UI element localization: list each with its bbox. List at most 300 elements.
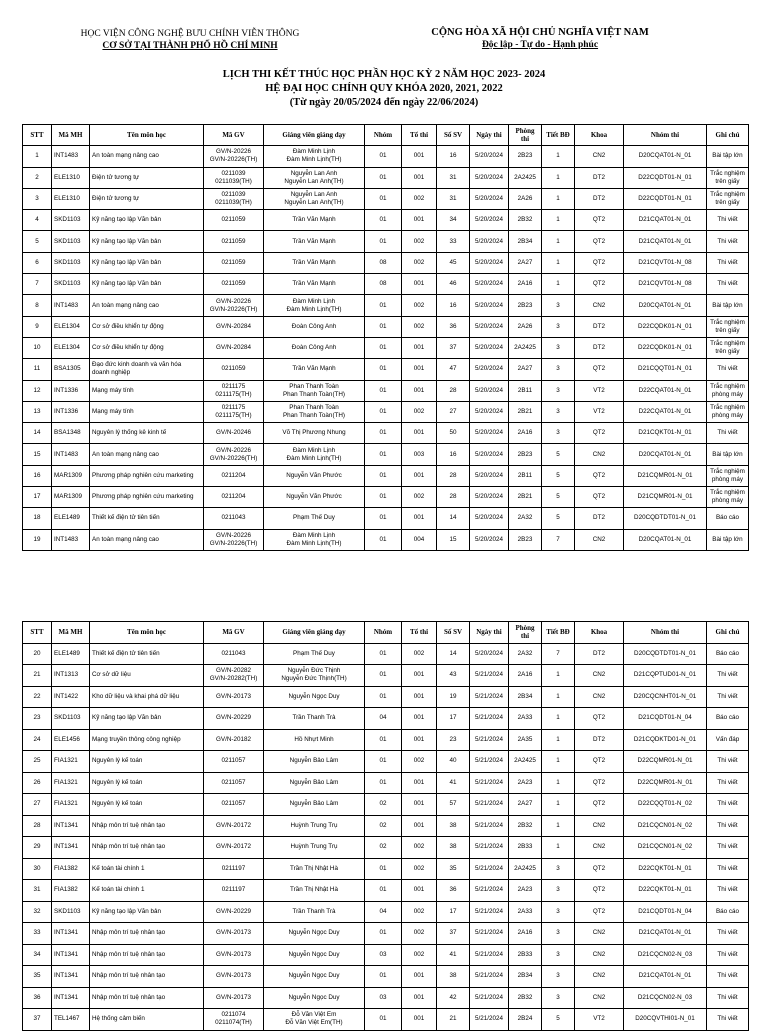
cell-lecturer-name: Đàm Minh Lịnh Đàm Minh Lịnh(TH) (264, 529, 365, 550)
cell-exam-room: 2B11 (509, 465, 542, 486)
cell-start-period: 7 (542, 529, 575, 550)
table-row (23, 643, 749, 665)
cell-student-count: 37 (437, 337, 470, 358)
column-header-note: Ghi chú (707, 622, 749, 644)
cell-lecturer-name: Phạm Thế Duy (264, 643, 365, 665)
cell-start-period: 1 (542, 210, 575, 231)
cell-start-period: 7 (542, 643, 575, 665)
cell-exam-date: 5/21/2024 (470, 708, 509, 730)
cell-group: 01 (365, 772, 402, 794)
cell-exam-team: 002 (402, 316, 437, 337)
cell-faculty: CN2 (575, 146, 624, 167)
cell-student-count: 36 (437, 880, 470, 902)
cell-student-count: 46 (437, 274, 470, 295)
cell-start-period: 3 (542, 295, 575, 316)
cell-course-name: Cơ sở điều khiển tự động (90, 316, 204, 337)
cell-student-count: 31 (437, 188, 470, 209)
cell-course-name: Nhập môn trí tuệ nhân tạo (90, 815, 204, 837)
cell-lecturer-name: Nguyễn Lan Anh Nguyễn Lan Anh(TH) (264, 167, 365, 188)
cell-group: 01 (365, 210, 402, 231)
cell-start-period: 3 (542, 923, 575, 945)
cell-note: Trắc nghiệm trên giấy (707, 188, 749, 209)
cell-exam-group: D21CQCN02-N_03 (624, 944, 707, 966)
cell-exam-date: 5/21/2024 (470, 729, 509, 751)
cell-lecturer-id: 0211197 (204, 858, 264, 880)
cell-exam-group: D21CQAT01-N_01 (624, 231, 707, 252)
column-header-exam-room: Phòng thi (509, 622, 542, 644)
cell-student-count: 16 (437, 295, 470, 316)
cell-lecturer-id: GV/N-20284 (204, 337, 264, 358)
cell-faculty: QT2 (575, 751, 624, 773)
cell-exam-group: D22CQMR01-N_01 (624, 772, 707, 794)
cell-faculty: QT2 (575, 794, 624, 816)
column-header-group: Nhóm (365, 622, 402, 644)
cell-lecturer-id: 0211059 (204, 274, 264, 295)
cell-start-period: 5 (542, 508, 575, 529)
cell-stt: 3 (23, 188, 52, 209)
table-row (23, 944, 749, 966)
cell-exam-room: 2A32 (509, 508, 542, 529)
table-row (23, 966, 749, 988)
cell-note: Thi viết (707, 686, 749, 708)
cell-student-count: 41 (437, 944, 470, 966)
cell-course-code: INT1313 (52, 665, 90, 687)
cell-student-count: 14 (437, 643, 470, 665)
cell-course-code: INT1422 (52, 686, 90, 708)
cell-exam-team: 001 (402, 772, 437, 794)
cell-course-code: ELE1489 (52, 508, 90, 529)
cell-lecturer-name: Phan Thanh Toàn Phan Thanh Toàn(TH) (264, 401, 365, 422)
cell-exam-date: 5/20/2024 (470, 316, 509, 337)
cell-exam-group: D21CQQT01-N_01 (624, 359, 707, 380)
cell-student-count: 16 (437, 444, 470, 465)
cell-exam-date: 5/21/2024 (470, 751, 509, 773)
cell-lecturer-name: Nguyễn Bảo Lâm (264, 751, 365, 773)
cell-start-period: 3 (542, 423, 575, 444)
table-header-row (23, 125, 749, 146)
cell-exam-room: 2A32 (509, 643, 542, 665)
cell-start-period: 1 (542, 794, 575, 816)
cell-exam-team: 001 (402, 665, 437, 687)
cell-student-count: 14 (437, 508, 470, 529)
cell-stt: 30 (23, 858, 52, 880)
cell-course-name: Nhập môn trí tuệ nhân tạo (90, 966, 204, 988)
cell-exam-room: 2B23 (509, 295, 542, 316)
cell-lecturer-id: 0211057 (204, 751, 264, 773)
cell-course-name: Kho dữ liệu và khai phá dữ liệu (90, 686, 204, 708)
cell-student-count: 35 (437, 858, 470, 880)
cell-course-name: Đạo đức kinh doanh và văn hóa doanh nghiệp (90, 359, 204, 380)
cell-exam-group: D21CQVT01-N_08 (624, 252, 707, 273)
cell-start-period: 1 (542, 274, 575, 295)
cell-group: 01 (365, 465, 402, 486)
cell-note: Báo cáo (707, 508, 749, 529)
cell-course-name: Nguyên lý kế toán (90, 772, 204, 794)
cell-faculty: DT2 (575, 729, 624, 751)
cell-lecturer-id: 0211204 (204, 465, 264, 486)
cell-lecturer-id: GV/N-20172 (204, 815, 264, 837)
column-header-faculty: Khoa (575, 125, 624, 146)
cell-exam-team: 002 (402, 401, 437, 422)
cell-lecturer-id: GV/N-20229 (204, 708, 264, 730)
cell-lecturer-name: Trần Văn Mạnh (264, 210, 365, 231)
column-header-exam-group: Nhóm thi (624, 622, 707, 644)
cell-start-period: 3 (542, 880, 575, 902)
cell-exam-room: 2B34 (509, 686, 542, 708)
cell-start-period: 3 (542, 966, 575, 988)
cell-lecturer-id: GV/N-20284 (204, 316, 264, 337)
cell-exam-room: 2A16 (509, 665, 542, 687)
cell-lecturer-name: Đàm Minh Lịnh Đàm Minh Lịnh(TH) (264, 146, 365, 167)
cell-exam-team: 003 (402, 444, 437, 465)
cell-student-count: 31 (437, 167, 470, 188)
cell-exam-team: 001 (402, 337, 437, 358)
cell-lecturer-name: Nguyễn Đức Thịnh Nguyễn Đức Thịnh(TH) (264, 665, 365, 687)
cell-exam-team: 002 (402, 295, 437, 316)
cell-group: 01 (365, 295, 402, 316)
cell-exam-date: 5/20/2024 (470, 529, 509, 550)
cell-exam-room: 2A2425 (509, 751, 542, 773)
table-row (23, 210, 749, 231)
cell-exam-date: 5/21/2024 (470, 966, 509, 988)
cell-exam-date: 5/21/2024 (470, 944, 509, 966)
cell-start-period: 1 (542, 231, 575, 252)
cell-exam-team: 001 (402, 167, 437, 188)
cell-lecturer-name: Trần Thị Nhật Hà (264, 880, 365, 902)
cell-student-count: 28 (437, 380, 470, 401)
cell-exam-team: 001 (402, 274, 437, 295)
cell-exam-room: 2A2425 (509, 858, 542, 880)
table-row (23, 665, 749, 687)
cell-course-name: Nhập môn trí tuệ nhân tạo (90, 837, 204, 859)
cell-lecturer-id: 0211057 (204, 794, 264, 816)
campus-name: CƠ SỞ TẠI THÀNH PHỐ HỒ CHÍ MINH (102, 41, 278, 51)
cell-course-code: TEL1467 (52, 1009, 90, 1031)
cell-start-period: 1 (542, 815, 575, 837)
cell-exam-date: 5/20/2024 (470, 146, 509, 167)
cell-student-count: 50 (437, 423, 470, 444)
cell-note: Trắc nghiệm phòng máy (707, 401, 749, 422)
cell-stt: 32 (23, 901, 52, 923)
cell-lecturer-id: GV/N-20173 (204, 944, 264, 966)
cell-stt: 13 (23, 401, 52, 422)
cell-stt: 21 (23, 665, 52, 687)
cell-exam-team: 004 (402, 529, 437, 550)
cell-lecturer-id: 0211057 (204, 772, 264, 794)
column-header-start-period: Tiết BĐ (542, 622, 575, 644)
column-header-exam-team: Tổ thi (402, 125, 437, 146)
cell-course-code: INT1483 (52, 295, 90, 316)
cell-note: Thi viết (707, 794, 749, 816)
cell-exam-team: 002 (402, 901, 437, 923)
cell-course-name: Mạng máy tính (90, 401, 204, 422)
cell-start-period: 3 (542, 858, 575, 880)
cell-start-period: 1 (542, 751, 575, 773)
cell-note: Thi viết (707, 944, 749, 966)
cell-note: Thi viết (707, 837, 749, 859)
cell-exam-group: D20CQAT01-N_01 (624, 444, 707, 465)
cell-exam-team: 002 (402, 252, 437, 273)
cell-start-period: 3 (542, 380, 575, 401)
table-row (23, 231, 749, 252)
cell-faculty: QT2 (575, 231, 624, 252)
cell-exam-date: 5/20/2024 (470, 465, 509, 486)
column-header-lecturer-name: Giảng viên giảng dạy (264, 125, 365, 146)
cell-exam-team: 002 (402, 188, 437, 209)
cell-student-count: 33 (437, 231, 470, 252)
cell-exam-team: 001 (402, 380, 437, 401)
cell-exam-date: 5/20/2024 (470, 423, 509, 444)
cell-stt: 17 (23, 487, 52, 508)
cell-student-count: 38 (437, 966, 470, 988)
cell-lecturer-name: Trần Thanh Trà (264, 901, 365, 923)
exam-schedule-table-1 (22, 124, 749, 551)
cell-lecturer-id: GV/N-20173 (204, 966, 264, 988)
cell-faculty: DT2 (575, 316, 624, 337)
table-row (23, 423, 749, 444)
cell-student-count: 28 (437, 487, 470, 508)
table-row (23, 252, 749, 273)
cell-group: 01 (365, 880, 402, 902)
cell-faculty: QT2 (575, 465, 624, 486)
cell-course-name: An toàn mạng nâng cao (90, 444, 204, 465)
cell-exam-group: D20CQAT01-N_01 (624, 295, 707, 316)
cell-course-code: FIA1382 (52, 880, 90, 902)
cell-group: 08 (365, 274, 402, 295)
cell-note: Thi viết (707, 210, 749, 231)
cell-course-code: INT1341 (52, 837, 90, 859)
cell-exam-room: 2A26 (509, 316, 542, 337)
cell-lecturer-name: Nguyễn Văn Phước (264, 487, 365, 508)
cell-stt: 4 (23, 210, 52, 231)
cell-faculty: CN2 (575, 529, 624, 550)
cell-faculty: QT2 (575, 901, 624, 923)
cell-exam-group: D21CQCN01-N_02 (624, 837, 707, 859)
cell-exam-room: 2A27 (509, 359, 542, 380)
cell-course-name: Kỹ năng tạo lập Văn bản (90, 252, 204, 273)
cell-lecturer-id: GV/N-20226 GV/N-20226(TH) (204, 146, 264, 167)
cell-lecturer-name: Trần Thị Nhật Hà (264, 858, 365, 880)
cell-stt: 24 (23, 729, 52, 751)
cell-group: 01 (365, 487, 402, 508)
cell-exam-date: 5/21/2024 (470, 665, 509, 687)
cell-course-code: INT1341 (52, 944, 90, 966)
cell-stt: 18 (23, 508, 52, 529)
cell-lecturer-id: GV/N-20282 GV/N-20282(TH) (204, 665, 264, 687)
cell-course-name: Nhập môn trí tuệ nhân tạo (90, 987, 204, 1009)
cell-stt: 34 (23, 944, 52, 966)
cell-start-period: 1 (542, 837, 575, 859)
cell-exam-team: 001 (402, 815, 437, 837)
column-header-stt: STT (23, 125, 52, 146)
table-row (23, 359, 749, 380)
table-row (23, 508, 749, 529)
table-row (23, 295, 749, 316)
cell-group: 01 (365, 337, 402, 358)
cell-course-name: An toàn mạng nâng cao (90, 529, 204, 550)
cell-exam-group: D21CQMR01-N_01 (624, 487, 707, 508)
cell-exam-date: 5/20/2024 (470, 444, 509, 465)
cell-stt: 5 (23, 231, 52, 252)
cell-exam-team: 001 (402, 708, 437, 730)
cell-group: 01 (365, 423, 402, 444)
cell-course-code: SKD1103 (52, 252, 90, 273)
cell-course-code: BSA1305 (52, 359, 90, 380)
table-row (23, 751, 749, 773)
cell-lecturer-id: GV/N-20173 (204, 686, 264, 708)
cell-stt: 22 (23, 686, 52, 708)
cell-course-name: Nhập môn trí tuệ nhân tạo (90, 944, 204, 966)
table-row (23, 316, 749, 337)
cell-lecturer-id: 0211197 (204, 880, 264, 902)
cell-faculty: QT2 (575, 772, 624, 794)
cell-exam-team: 001 (402, 508, 437, 529)
cell-exam-date: 5/20/2024 (470, 231, 509, 252)
table-row (23, 274, 749, 295)
cell-exam-team: 001 (402, 359, 437, 380)
cell-note: Thi viết (707, 987, 749, 1009)
cell-lecturer-id: 0211059 (204, 231, 264, 252)
cell-exam-group: D20CQDTDT01-N_01 (624, 508, 707, 529)
cell-start-period: 1 (542, 708, 575, 730)
cell-student-count: 27 (437, 401, 470, 422)
cell-exam-room: 2A23 (509, 880, 542, 902)
cell-faculty: QT2 (575, 858, 624, 880)
cell-course-name: Kỹ năng tạo lập Văn bản (90, 210, 204, 231)
cell-exam-group: D21CQAT01-N_01 (624, 210, 707, 231)
cell-exam-group: D20CQDTDT01-N_01 (624, 643, 707, 665)
cell-course-code: INT1483 (52, 146, 90, 167)
cell-faculty: VT2 (575, 1009, 624, 1031)
cell-stt: 1 (23, 146, 52, 167)
institution-header (60, 28, 320, 52)
document-title (0, 68, 768, 110)
cell-faculty: CN2 (575, 987, 624, 1009)
cell-stt: 2 (23, 167, 52, 188)
cell-course-code: FIA1321 (52, 772, 90, 794)
cell-student-count: 45 (437, 252, 470, 273)
cell-lecturer-name: Phan Thanh Toàn Phan Thanh Toàn(TH) (264, 380, 365, 401)
cell-course-name: Điện tử tương tự (90, 188, 204, 209)
cell-exam-team: 001 (402, 465, 437, 486)
cell-exam-group: D21CQVT01-N_08 (624, 274, 707, 295)
cell-course-code: ELE1489 (52, 643, 90, 665)
cell-exam-date: 5/20/2024 (470, 295, 509, 316)
cell-student-count: 21 (437, 1009, 470, 1031)
cell-group: 01 (365, 1009, 402, 1031)
cell-student-count: 16 (437, 146, 470, 167)
cell-exam-date: 5/20/2024 (470, 380, 509, 401)
cell-start-period: 3 (542, 359, 575, 380)
cell-lecturer-id: 0211059 (204, 210, 264, 231)
cell-exam-team: 001 (402, 729, 437, 751)
cell-exam-date: 5/21/2024 (470, 837, 509, 859)
cell-exam-team: 002 (402, 643, 437, 665)
cell-exam-group: D20CQAT01-N_01 (624, 146, 707, 167)
column-header-course-name: Tên môn học (90, 622, 204, 644)
cell-lecturer-id: 0211204 (204, 487, 264, 508)
cell-exam-group: D22CQDK01-N_01 (624, 316, 707, 337)
cell-exam-date: 5/20/2024 (470, 337, 509, 358)
column-header-exam-date: Ngày thi (470, 622, 509, 644)
cell-exam-group: D22CQQT01-N_02 (624, 794, 707, 816)
cell-exam-group: D20CQCNHT01-N_01 (624, 686, 707, 708)
cell-lecturer-name: Đàm Minh Lịnh Đàm Minh Lịnh(TH) (264, 295, 365, 316)
cell-lecturer-name: Nguyễn Bảo Lâm (264, 772, 365, 794)
cell-exam-team: 001 (402, 880, 437, 902)
cell-course-code: ELE1310 (52, 188, 90, 209)
cell-faculty: QT2 (575, 252, 624, 273)
cell-faculty: CN2 (575, 295, 624, 316)
cell-course-name: Kỹ năng tạo lập Văn bản (90, 274, 204, 295)
cell-stt: 37 (23, 1009, 52, 1031)
cell-exam-date: 5/20/2024 (470, 210, 509, 231)
table-row (23, 708, 749, 730)
cell-group: 01 (365, 231, 402, 252)
column-header-exam-date: Ngày thi (470, 125, 509, 146)
cell-start-period: 1 (542, 665, 575, 687)
cell-exam-team: 001 (402, 966, 437, 988)
cell-stt: 29 (23, 837, 52, 859)
cell-lecturer-id: GV/N-20173 (204, 987, 264, 1009)
cell-lecturer-name: Huỳnh Trung Trụ (264, 837, 365, 859)
cell-exam-group: D21CQAT01-N_01 (624, 966, 707, 988)
column-header-note: Ghi chú (707, 125, 749, 146)
cell-exam-team: 001 (402, 423, 437, 444)
cell-course-name: Hệ thống cảm biến (90, 1009, 204, 1031)
cell-start-period: 3 (542, 316, 575, 337)
cell-stt: 36 (23, 987, 52, 1009)
cell-note: Thi viết (707, 252, 749, 273)
column-header-lecturer-id: Mã GV (204, 125, 264, 146)
cell-faculty: QT2 (575, 880, 624, 902)
cell-faculty: CN2 (575, 444, 624, 465)
cell-exam-date: 5/20/2024 (470, 274, 509, 295)
cell-faculty: QT2 (575, 210, 624, 231)
cell-lecturer-id: 0211039 0211039(TH) (204, 167, 264, 188)
cell-faculty: QT2 (575, 359, 624, 380)
column-header-group: Nhóm (365, 125, 402, 146)
cell-exam-date: 5/21/2024 (470, 858, 509, 880)
cell-course-name: Nguyên lý thống kê kinh tế (90, 423, 204, 444)
cell-exam-group: D21CQCN01-N_02 (624, 815, 707, 837)
cell-course-name: Kế toán tài chính 1 (90, 858, 204, 880)
cell-exam-date: 5/20/2024 (470, 508, 509, 529)
cell-course-code: SKD1103 (52, 210, 90, 231)
cell-faculty: CN2 (575, 686, 624, 708)
cell-exam-room: 2A16 (509, 423, 542, 444)
table-row (23, 465, 749, 486)
table-row (23, 167, 749, 188)
cell-student-count: 28 (437, 465, 470, 486)
cell-note: Thi viết (707, 772, 749, 794)
cell-stt: 23 (23, 708, 52, 730)
cell-exam-date: 5/21/2024 (470, 923, 509, 945)
cell-faculty: CN2 (575, 923, 624, 945)
cell-lecturer-name: Trần Văn Mạnh (264, 274, 365, 295)
cell-stt: 6 (23, 252, 52, 273)
cell-stt: 35 (23, 966, 52, 988)
cell-lecturer-name: Đàm Minh Lịnh Đàm Minh Lịnh(TH) (264, 444, 365, 465)
cell-group: 01 (365, 923, 402, 945)
cell-exam-room: 2A27 (509, 794, 542, 816)
cell-group: 01 (365, 380, 402, 401)
table-row (23, 529, 749, 550)
cell-student-count: 40 (437, 751, 470, 773)
cell-course-code: INT1336 (52, 380, 90, 401)
cell-student-count: 41 (437, 772, 470, 794)
cell-student-count: 15 (437, 529, 470, 550)
